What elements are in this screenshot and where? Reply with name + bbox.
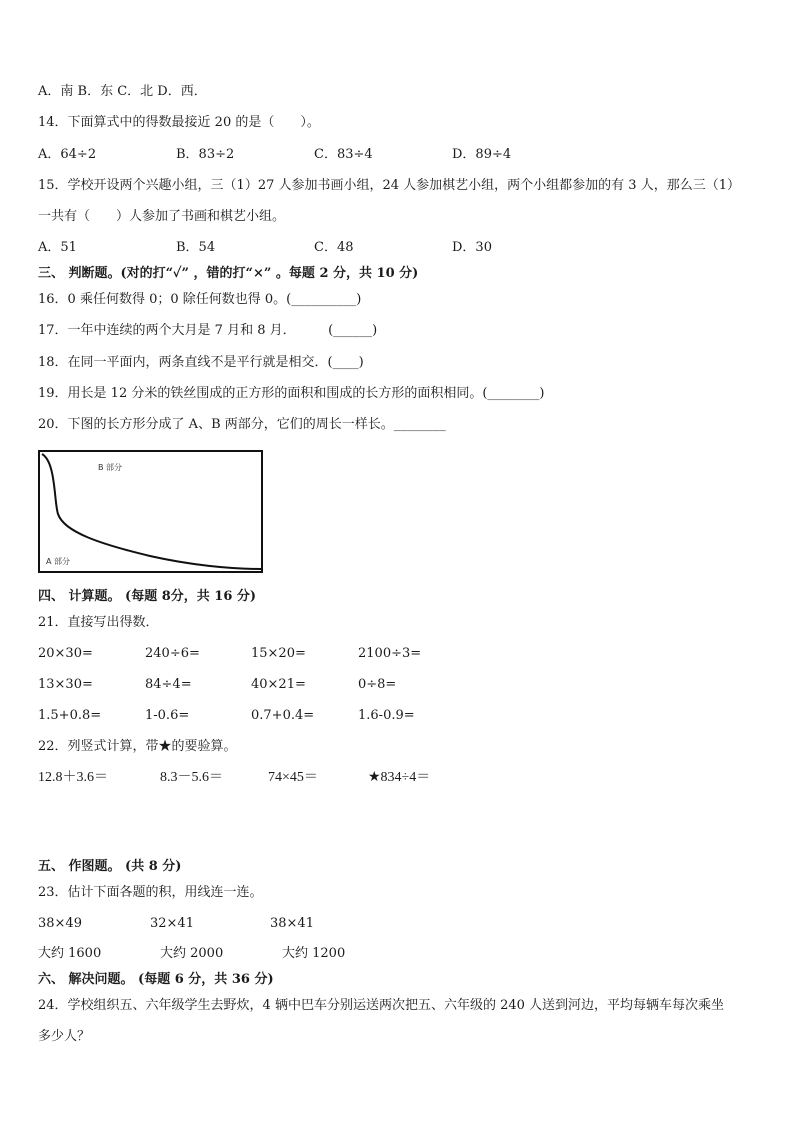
q13-options: A．南 B．东 C．北 D．西． (38, 84, 207, 99)
q21-r3-c2: 1-0.6= (145, 708, 190, 723)
q14-option-a: A．64÷2 (38, 147, 97, 162)
q14-option-d: D．89÷4 (452, 147, 512, 162)
q24-line1: 24．学校组织五、六年级学生去野炊，4 辆中巴车分别运送两次把五、六年级的 240 人送到河边，平均每辆车每次乘坐 (38, 998, 725, 1013)
q21-r3-c3: 0.7+0.4= (251, 708, 315, 723)
q20-dividing-curve (40, 452, 261, 571)
section3-heading: 三、 判断题。(对的打“✓” ，错的打“×” 。每题 2 分，共 10 分) (38, 266, 419, 281)
q21-r2-c1: 13×30= (38, 677, 93, 692)
section6-heading: 六、 解决问题。 (每题 6 分，共 36 分) (38, 972, 274, 987)
q21-r1-c3: 15×20= (251, 646, 306, 661)
q23-answer-3: 大约 1200 (282, 946, 346, 961)
q23-text: 23．估计下面各题的积，用线连一连。 (38, 885, 263, 900)
q15-option-d: D．30 (452, 240, 492, 255)
q15-line2: 一共有（ ）人参加了书画和棋艺小组。 (38, 209, 286, 224)
q15-option-b: B．54 (176, 240, 216, 255)
q22-item-2: 8.3－5.6＝ (160, 770, 223, 785)
section4-heading: 四、 计算题。 (每题 8分，共 16 分) (38, 589, 257, 604)
q15-option-a: A．51 (38, 240, 77, 255)
q21-r3-c1: 1.5+0.8= (38, 708, 102, 723)
section5-heading: 五、 作图题。 (共 8 分) (38, 859, 182, 874)
q24-line2: 多少人？ (38, 1029, 91, 1044)
q17-text: 17．一年中连续的两个大月是 7 月和 8 月． (______) (38, 323, 378, 338)
q23-expr-1: 38×49 (38, 916, 82, 931)
q14-option-b: B．83÷2 (176, 147, 235, 162)
q21-r2-c2: 84÷4= (145, 677, 192, 692)
q21-r1-c4: 2100÷3= (358, 646, 422, 661)
q20-text: 20．下图的长方形分成了 A、B 两部分，它们的周长一样长。________ (38, 417, 446, 432)
q22-item-1: 12.8＋3.6＝ (38, 770, 108, 785)
q22-item-4-star: ★834÷4＝ (368, 770, 431, 785)
q14-option-c: C．83÷4 (314, 147, 373, 162)
q21-r1-c2: 240÷6= (145, 646, 200, 661)
q20-rectangle-figure (38, 450, 263, 573)
figure-label-a: A 部分 (46, 557, 71, 566)
q22-text: 22．列竖式计算，带★的要验算。 (38, 739, 237, 754)
q16-text: 16．0 乘任何数得 0；0 除任何数也得 0。(__________) (38, 292, 362, 307)
q21-text: 21．直接写出得数． (38, 615, 159, 630)
q21-r1-c1: 20×30= (38, 646, 93, 661)
q21-r2-c3: 40×21= (251, 677, 306, 692)
q23-expr-2: 32×41 (150, 916, 194, 931)
q21-r2-c4: 0÷8= (358, 677, 397, 692)
q23-answer-2: 大约 2000 (160, 946, 224, 961)
q23-expr-3: 38×41 (270, 916, 314, 931)
q15-option-c: C．48 (314, 240, 354, 255)
q15-line1: 15．学校开设两个兴趣小组，三（1）27 人参加书画小组，24 人参加棋艺小组，两个小组都参加的有 3 人，那么三（1） (38, 178, 740, 193)
q14-text: 14．下面算式中的得数最接近 20 的是（ ）。 (38, 115, 320, 130)
q19-text: 19．用长是 12 分米的铁丝围成的正方形的面积和围成的长方形的面积相同。(________) (38, 386, 545, 401)
q22-item-3: 74×45＝ (268, 770, 318, 785)
q21-r3-c4: 1.6-0.9= (358, 708, 415, 723)
q23-answer-1: 大约 1600 (38, 946, 102, 961)
figure-label-b: B 部分 (98, 463, 123, 472)
q18-text: 18．在同一平面内，两条直线不是平行就是相交．(____) (38, 355, 364, 370)
